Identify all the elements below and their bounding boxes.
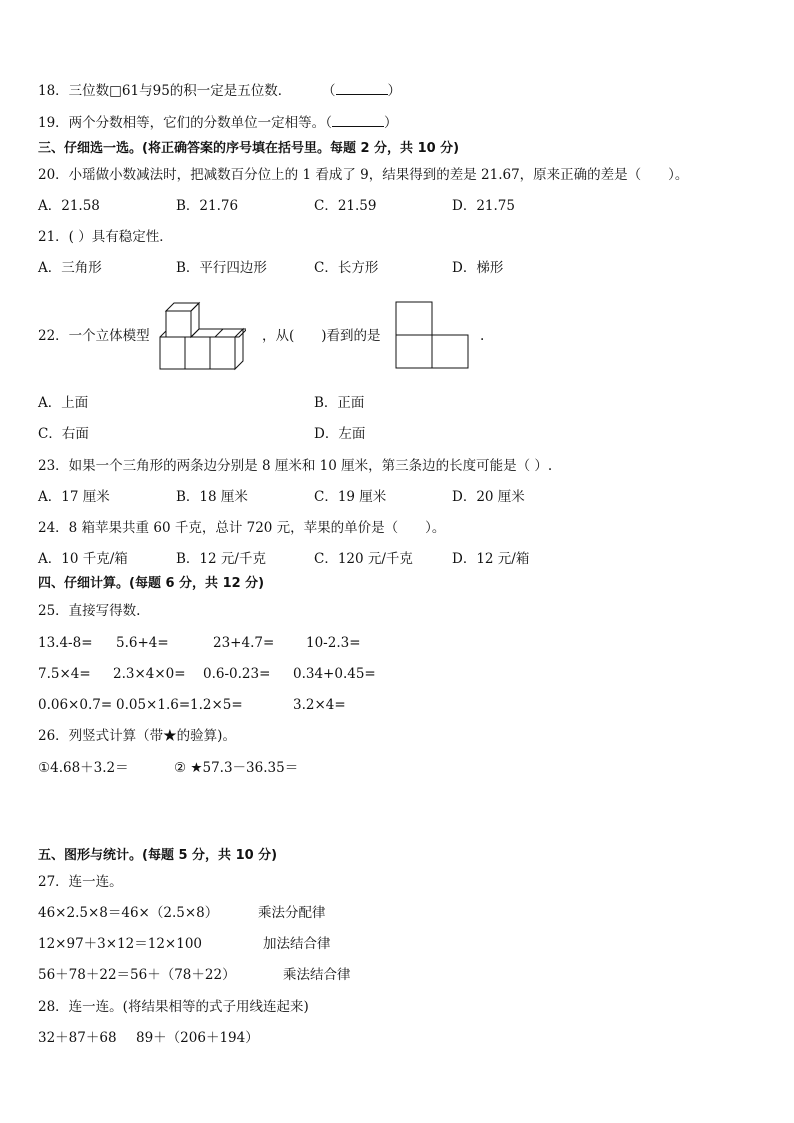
q20-option-d[interactable]: D．21.75	[452, 198, 515, 214]
section-4-title: 四、仔细计算。(每题 6 分，共 12 分)	[38, 576, 265, 591]
q21-option-b[interactable]: B．平行四边形	[176, 260, 267, 276]
vertical-calc-2: ② ★57.3－36.35＝	[174, 760, 299, 776]
vertical-calc-1: ①4.68＋3.2＝	[38, 760, 129, 776]
section-5-title: 五、图形与统计。(每题 5 分，共 10 分)	[38, 848, 278, 863]
calc-item: 1.2×5=	[190, 697, 243, 713]
q20-option-c[interactable]: C．21.59	[314, 198, 377, 214]
question-22-prefix: 22．一个立体模型	[38, 328, 150, 344]
answer-blank-18[interactable]: （ ）	[322, 83, 401, 99]
calc-item: 0.05×1.6=	[116, 697, 191, 713]
calc-item: 23+4.7=	[213, 635, 275, 651]
match-right-item[interactable]: 加法结合律	[263, 936, 331, 952]
calc-item: 5.6+4=	[116, 635, 169, 651]
question-22-suffix: .	[480, 328, 485, 344]
question-21-text: 21．( ）具有稳定性．	[38, 229, 173, 245]
match-left-item[interactable]: 12×97＋3×12＝12×100	[38, 936, 203, 952]
question-27-text: 27．连一连。	[38, 874, 123, 890]
question-24-text: 24．8 箱苹果共重 60 千克，总计 720 元，苹果的单价是（ ）。	[38, 520, 446, 536]
blank-line	[332, 114, 384, 127]
q21-option-c[interactable]: C．长方形	[314, 260, 379, 276]
q24-option-d[interactable]: D．12 元/箱	[452, 551, 530, 567]
q23-option-a[interactable]: A．17 厘米	[38, 489, 110, 505]
q20-option-a[interactable]: A．21.58	[38, 198, 100, 214]
blank-line	[336, 82, 388, 95]
question-19	[38, 114, 397, 132]
q23-option-c[interactable]: C．19 厘米	[314, 489, 387, 505]
q24-option-b[interactable]: B．12 元/千克	[176, 551, 266, 567]
calc-item: 10-2.3=	[306, 635, 361, 651]
q24-option-c[interactable]: C．120 元/千克	[314, 551, 413, 567]
question-23-text: 23．如果一个三角形的两条边分别是 8 厘米和 10 厘米，第三条边的长度可能是（ ）.	[38, 458, 553, 474]
calc-item: 13.4-8=	[38, 635, 93, 651]
match-item[interactable]: 89＋（206＋194）	[136, 1030, 259, 1046]
question-20-text: 20．小瑶做小数减法时，把减数百分位上的 1 看成了 9，结果得到的差是 21.67，原来正确的差是（ ）。	[38, 167, 689, 183]
calc-item: 7.5×4=	[38, 666, 91, 682]
match-right-item[interactable]: 乘法分配律	[258, 905, 326, 921]
section-3-title: 三、仔细选一选。(将正确答案的序号填在括号里。每题 2 分，共 10 分)	[38, 141, 460, 156]
match-left-item[interactable]: 46×2.5×8＝46×（2.5×8）	[38, 905, 219, 921]
calc-item: 0.6-0.23=	[203, 666, 271, 682]
question-26-text: 26．列竖式计算（带★的验算)。	[38, 728, 236, 744]
question-28-text: 28．连一连。(将结果相等的式子用线连起来)	[38, 999, 309, 1015]
match-left-item[interactable]: 56＋78＋22＝56＋（78＋22）	[38, 967, 236, 983]
q22-option-d[interactable]: D．左面	[314, 426, 366, 442]
view-shape-figure	[395, 301, 471, 370]
q24-option-a[interactable]: A．10 千克/箱	[38, 551, 128, 567]
calc-item: 0.34+0.45=	[293, 666, 376, 682]
calc-item: 0.06×0.7=	[38, 697, 113, 713]
q23-option-b[interactable]: B．18 厘米	[176, 489, 248, 505]
question-22-middle: ，从( )看到的是	[262, 328, 381, 344]
cube-model-figure	[158, 300, 246, 372]
question-18	[38, 82, 291, 100]
q23-option-d[interactable]: D．20 厘米	[452, 489, 525, 505]
q22-option-c[interactable]: C．右面	[38, 426, 89, 442]
q22-option-a[interactable]: A．上面	[38, 395, 89, 411]
answer-blank-19[interactable]: （ ）	[325, 115, 398, 131]
q21-option-d[interactable]: D．梯形	[452, 260, 504, 276]
q21-option-a[interactable]: A．三角形	[38, 260, 102, 276]
match-right-item[interactable]: 乘法结合律	[283, 967, 351, 983]
calc-item: 2.3×4×0=	[113, 666, 186, 682]
match-item[interactable]: 32＋87＋68	[38, 1030, 117, 1046]
calc-item: 3.2×4=	[293, 697, 346, 713]
question-19-text: 19．两个分数相等，它们的分数单位一定相等。	[38, 115, 326, 131]
question-25-text: 25．直接写得数.	[38, 603, 141, 619]
question-18-text: 18．三位数□61与95的积一定是五位数．	[38, 83, 292, 99]
q22-option-b[interactable]: B．正面	[314, 395, 365, 411]
q20-option-b[interactable]: B．21.76	[176, 198, 239, 214]
